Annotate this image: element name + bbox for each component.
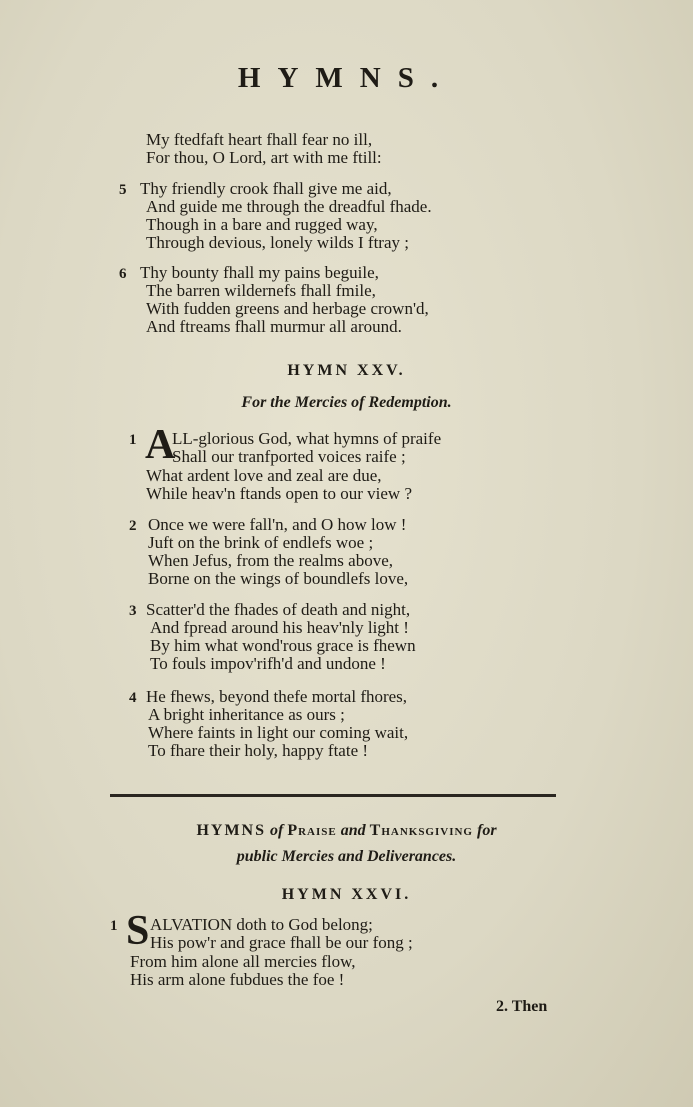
catchword: 2. Then <box>496 998 548 1015</box>
verse-line: And fpread around his heav'nly light ! <box>150 618 409 637</box>
verse-line: His arm alone fubdues the foe ! <box>130 970 345 989</box>
section-heading <box>0 822 693 840</box>
section-word: HYMNS <box>196 822 266 839</box>
drop-cap: S <box>126 908 150 954</box>
verse-line: Scatter'd the fhades of death and night, <box>146 600 411 619</box>
verse-line: He fhews, beyond thefe mortal fhores, <box>146 687 408 706</box>
section-rule <box>110 794 556 797</box>
verse-line: While heav'n ftands open to our view ? <box>146 484 413 503</box>
section-subheading: public Mercies and Deliverances. <box>236 848 457 865</box>
section-word: and <box>340 822 366 839</box>
verse-line: For thou, O Lord, art with me ftill: <box>146 148 382 167</box>
verse-line: Shall our tranfported voices raife ; <box>172 447 406 466</box>
verse-line: Once we were fall'n, and O how low ! <box>148 515 407 534</box>
verse-line: To fouls impov'rifh'd and undone ! <box>150 654 386 673</box>
section-word: of <box>270 822 284 839</box>
section-word: Thanksgiving <box>369 822 473 839</box>
verse-line: Where faints in light our coming wait, <box>148 723 409 742</box>
verse-line: The barren wildernefs fhall fmile, <box>146 281 376 300</box>
verse-number: 1 <box>129 432 137 448</box>
verse-number: 6 <box>119 266 127 282</box>
verse-line: And guide me through the dreadful fhade. <box>146 197 432 216</box>
drop-cap: A <box>145 422 176 468</box>
verse-line: His pow'r and grace fhall be our fong ; <box>150 933 413 952</box>
verse-line: ALVATION doth to God belong; <box>150 915 373 934</box>
verse-line: LL-glorious God, what hymns of praife <box>172 429 442 448</box>
verse-line: Through devious, lonely wilds I ftray ; <box>146 233 409 252</box>
verse-number: 4 <box>129 690 137 706</box>
verse-number: 2 <box>129 518 137 534</box>
section-word: for <box>477 822 497 839</box>
verse-line: Borne on the wings of boundlefs love, <box>148 569 409 588</box>
verse-line: By him what wond'rous grace is fhewn <box>150 636 416 655</box>
verse-line: With fudden greens and herbage crown'd, <box>146 299 429 318</box>
verse-line: Thy bounty fhall my pains beguile, <box>140 263 379 282</box>
verse-number: 3 <box>129 603 137 619</box>
verse-line: To fhare their holy, happy ftate ! <box>148 741 369 760</box>
hymn-title: HYMN XXVI. <box>281 886 412 903</box>
section-word: Praise <box>287 822 337 839</box>
verse-line: Juft on the brink of endlefs woe ; <box>148 533 374 552</box>
verse-line: What ardent love and zeal are due, <box>146 466 382 485</box>
verse-line: My ftedfaft heart fhall fear no ill, <box>146 130 373 149</box>
verse-number: 5 <box>119 182 127 198</box>
verse-line: And ftreams fhall murmur all around. <box>146 317 402 336</box>
hymn-subtitle: For the Mercies of Redemption. <box>241 394 452 411</box>
hymn-title: HYMN XXV. <box>287 362 406 379</box>
running-header: HYMNS. <box>237 62 456 94</box>
verse-number: 1 <box>110 918 118 934</box>
verse-line: Thy friendly crook fhall give me aid, <box>140 179 392 198</box>
verse-line: Though in a bare and rugged way, <box>146 215 378 234</box>
verse-line: From him alone all mercies flow, <box>130 952 356 971</box>
verse-line: A bright inheritance as ours ; <box>148 705 345 724</box>
verse-line: When Jefus, from the realms above, <box>148 551 393 570</box>
